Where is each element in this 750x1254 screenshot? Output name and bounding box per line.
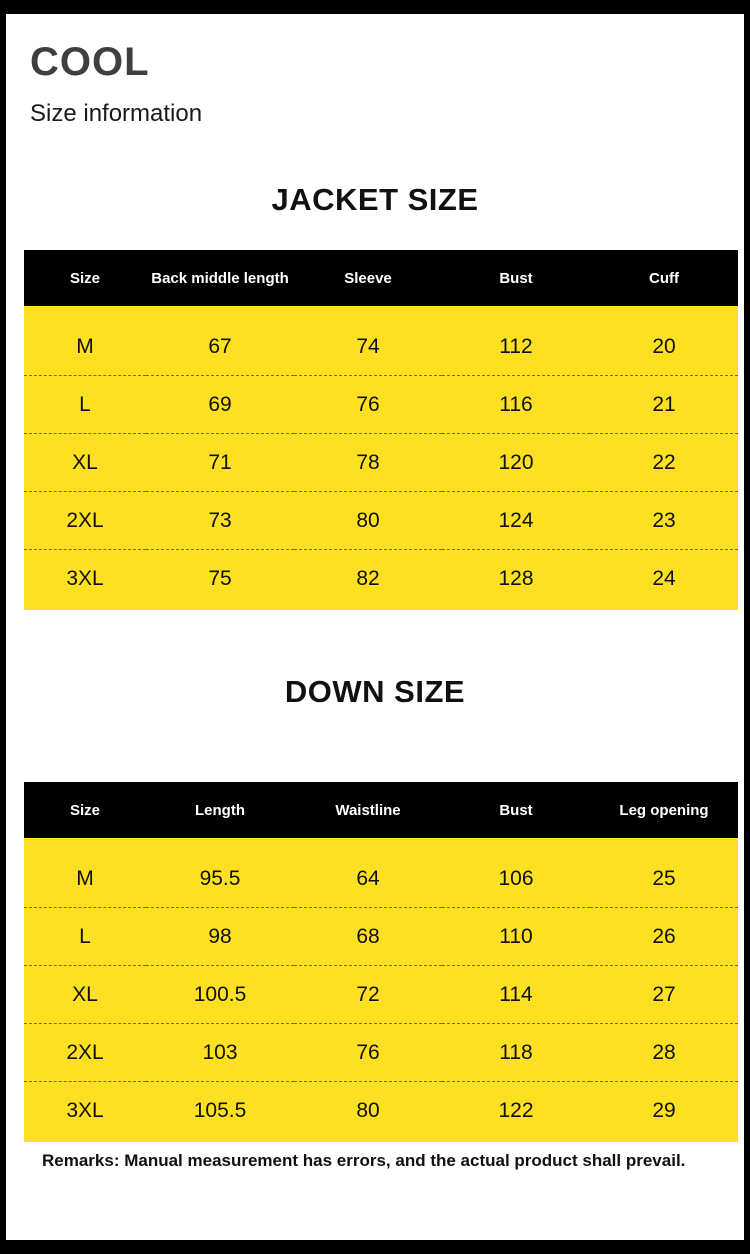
cell-waistline: 64: [294, 850, 442, 908]
cell-bust: 124: [442, 492, 590, 550]
cell-size: 3XL: [24, 1082, 146, 1143]
cell-size: 3XL: [24, 550, 146, 611]
table-row: [24, 434, 738, 492]
cell-waistline: 80: [294, 1082, 442, 1143]
table-row: [24, 1024, 738, 1082]
cell-sleeve: 74: [294, 318, 442, 376]
jacket-table-head: [24, 250, 738, 306]
column-header-waistline: Waistline: [294, 782, 442, 838]
remarks-text: Remarks: Manual measurement has errors, and the actual product shall prevail.: [42, 1151, 686, 1170]
cell-back-middle-length: 67: [146, 318, 294, 376]
cell-length: 105.5: [146, 1082, 294, 1143]
column-header-cuff: Cuff: [590, 250, 738, 306]
cell-bust: 106: [442, 850, 590, 908]
table-row: [24, 850, 738, 908]
cell-back-middle-length: 69: [146, 376, 294, 434]
cell-size: XL: [24, 434, 146, 492]
jacket-size-table-wrapper: [24, 250, 738, 610]
cell-waistline: 76: [294, 1024, 442, 1082]
column-header-back-middle-length: Back middle length: [146, 250, 294, 306]
cell-bust: 118: [442, 1024, 590, 1082]
page-subtitle: Size information: [30, 100, 203, 127]
cell-bust: 112: [442, 318, 590, 376]
down-size-table: [24, 782, 738, 1142]
table-spacer-row: [24, 838, 738, 850]
cell-size: 2XL: [24, 1024, 146, 1082]
cell-leg-opening: 27: [590, 966, 738, 1024]
cell-sleeve: 82: [294, 550, 442, 611]
cell-waistline: 72: [294, 966, 442, 1024]
cell-bust: 122: [442, 1082, 590, 1143]
column-header-size: Size: [24, 782, 146, 838]
column-header-size: Size: [24, 250, 146, 306]
cell-length: 103: [146, 1024, 294, 1082]
column-header-length: Length: [146, 782, 294, 838]
cell-back-middle-length: 75: [146, 550, 294, 611]
cell-back-middle-length: 73: [146, 492, 294, 550]
cell-bust: 116: [442, 376, 590, 434]
down-size-title: DOWN SIZE: [284, 674, 466, 709]
jacket-size-title: JACKET SIZE: [271, 182, 479, 217]
cell-cuff: 23: [590, 492, 738, 550]
cell-length: 98: [146, 908, 294, 966]
cell-size: L: [24, 376, 146, 434]
table-header-row: [24, 782, 738, 838]
cell-bust: 114: [442, 966, 590, 1024]
cell-leg-opening: 25: [590, 850, 738, 908]
jacket-size-table: [24, 250, 738, 610]
brand-title: COOL: [30, 40, 150, 84]
jacket-table-body: [24, 306, 738, 610]
cell-sleeve: 76: [294, 376, 442, 434]
table-spacer-row: [24, 306, 738, 318]
down-table-head: [24, 782, 738, 838]
column-header-bust: Bust: [442, 250, 590, 306]
cell-cuff: 22: [590, 434, 738, 492]
cell-sleeve: 80: [294, 492, 442, 550]
cell-waistline: 68: [294, 908, 442, 966]
down-size-table-wrapper: [24, 782, 738, 1142]
column-header-bust: Bust: [442, 782, 590, 838]
cell-length: 95.5: [146, 850, 294, 908]
cell-leg-opening: 28: [590, 1024, 738, 1082]
cell-cuff: 21: [590, 376, 738, 434]
table-row: [24, 318, 738, 376]
table-row: [24, 966, 738, 1024]
cell-bust: 120: [442, 434, 590, 492]
cell-sleeve: 78: [294, 434, 442, 492]
cell-leg-opening: 29: [590, 1082, 738, 1143]
cell-size: M: [24, 850, 146, 908]
table-row: [24, 550, 738, 611]
cell-bust: 110: [442, 908, 590, 966]
cell-size: M: [24, 318, 146, 376]
column-header-sleeve: Sleeve: [294, 250, 442, 306]
table-row: [24, 492, 738, 550]
table-header-row: [24, 250, 738, 306]
top-border-bar: [6, 0, 750, 14]
cell-size: 2XL: [24, 492, 146, 550]
table-row: [24, 908, 738, 966]
table-row: [24, 1082, 738, 1143]
column-header-leg-opening: Leg opening: [590, 782, 738, 838]
cell-back-middle-length: 71: [146, 434, 294, 492]
cell-cuff: 20: [590, 318, 738, 376]
down-table-body: [24, 838, 738, 1142]
cell-size: XL: [24, 966, 146, 1024]
cell-length: 100.5: [146, 966, 294, 1024]
cell-bust: 128: [442, 550, 590, 611]
cell-leg-opening: 26: [590, 908, 738, 966]
cell-size: L: [24, 908, 146, 966]
bottom-border-bar: [6, 1240, 750, 1254]
cell-cuff: 24: [590, 550, 738, 611]
table-row: [24, 376, 738, 434]
